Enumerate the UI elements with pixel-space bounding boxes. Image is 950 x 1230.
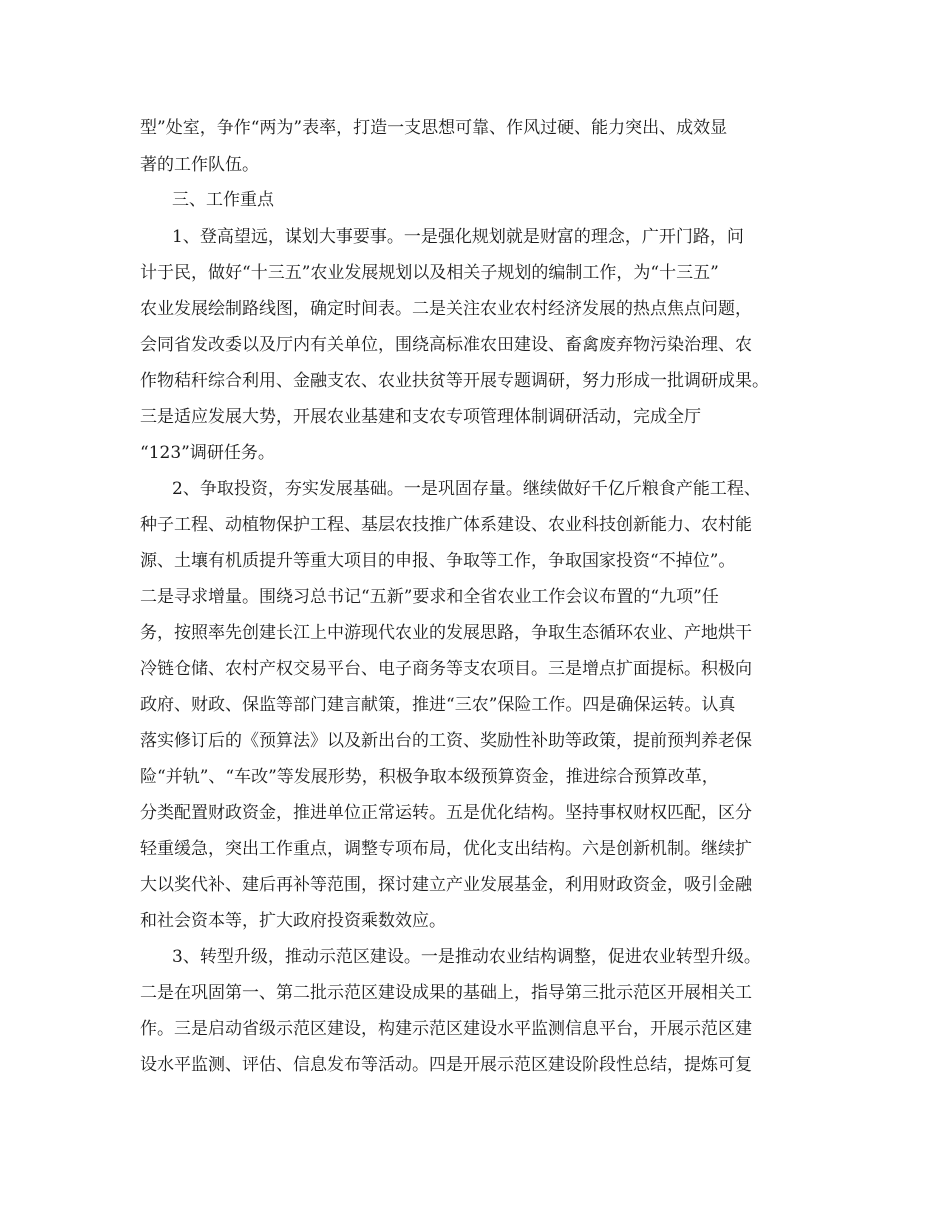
text-line: 三是适应发展大势，开展农业基建和支农专项管理体制调研活动，完成全厅	[140, 407, 701, 427]
text-line: 二是寻求增量。围绕习总书记“五新”要求和全省农业工作会议布置的“九项”任	[140, 587, 719, 607]
text-line: 作物秸秆综合利用、金融支农、农业扶贫等开展专题调研，努力形成一批调研成果。	[140, 371, 769, 391]
text-line: 政府、财政、保监等部门建言献策，推进“三农”保险工作。四是确保运转。认真	[140, 695, 736, 715]
text-line: 计于民，做好“十三五”农业发展规划以及相关子规划的编制工作，为“十三五”	[140, 263, 719, 283]
text-line: 型”处室，争作“两为”表率，打造一支思想可靠、作风过硬、能力突出、成效显	[140, 118, 728, 138]
text-line: 2、争取投资，夯实发展基础。一是巩固存量。继续做好千亿斤粮食产能工程、	[172, 479, 761, 499]
text-line: 种子工程、动植物保护工程、基层农技推广体系建设、农业科技创新能力、农村能	[140, 515, 752, 535]
text-line: 设水平监测、评估、信息发布等活动。四是开展示范区建设阶段性总结，提炼可复	[140, 1055, 752, 1075]
text-line: 务，按照率先创建长江上中游现代农业的发展思路，争取生态循环农业、产地烘干	[140, 623, 752, 643]
text-line: 著的工作队伍。	[140, 155, 259, 175]
text-line: “123”调研任务。	[140, 443, 275, 463]
text-line: 会同省发改委以及厅内有关单位，围绕高标准农田建设、畜禽废弃物污染治理、农	[140, 335, 752, 355]
text-line: 源、土壤有机质提升等重大项目的申报、争取等工作，争取国家投资“不掉位”。	[140, 551, 736, 571]
text-line: 二是在巩固第一、第二批示范区建设成果的基础上，指导第三批示范区开展相关工	[140, 983, 752, 1003]
text-line: 冷链仓储、农村产权交易平台、电子商务等支农项目。三是增点扩面提标。积极向	[140, 659, 752, 679]
text-line: 大以奖代补、建后再补等范围，探讨建立产业发展基金，利用财政资金，吸引金融	[140, 875, 752, 895]
text-line: 分类配置财政资金，推进单位正常运转。五是优化结构。坚持事权财权匹配，区分	[140, 803, 752, 823]
text-line: 农业发展绘制路线图，确定时间表。二是关注农业农村经济发展的热点焦点问题，	[140, 299, 752, 319]
text-line: 和社会资本等，扩大政府投资乘数效应。	[140, 911, 446, 931]
section-heading: 三、工作重点	[172, 190, 274, 210]
text-line: 落实修订后的《预算法》以及新出台的工资、奖励性补助等政策，提前预判养老保	[140, 731, 752, 751]
text-line: 作。三是启动省级示范区建设，构建示范区建设水平监测信息平台，开展示范区建	[140, 1019, 752, 1039]
text-line: 轻重缓急，突出工作重点，调整专项布局，优化支出结构。六是创新机制。继续扩	[140, 839, 752, 859]
text-line: 3、转型升级，推动示范区建设。一是推动农业结构调整，促进农业转型升级。	[172, 947, 761, 967]
text-line: 险“并轨”、“车改”等发展形势，积极争取本级预算资金，推进综合预算改革，	[140, 767, 719, 787]
text-line: 1、登高望远，谋划大事要事。一是强化规划就是财富的理念，广开门路，问	[172, 227, 744, 247]
